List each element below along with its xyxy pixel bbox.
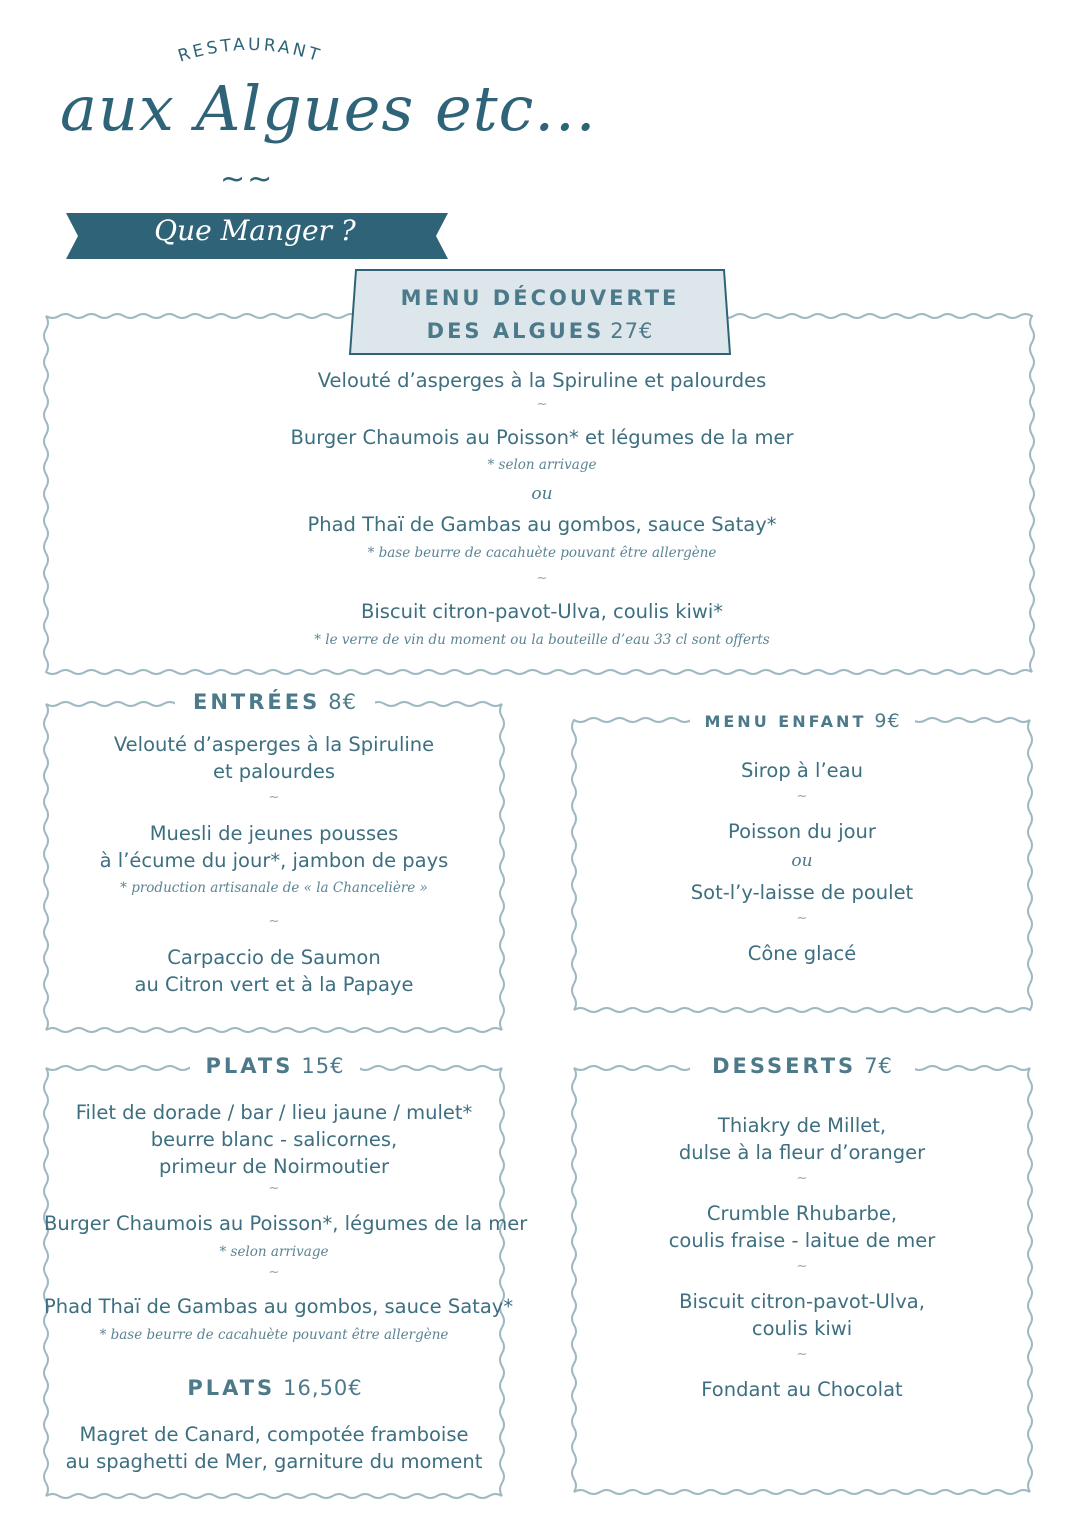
entrees-item-muesli-line1: Muesli de jeunes pousses	[149, 822, 399, 845]
separator: ~	[268, 1181, 280, 1196]
plats-item-phad-thai: Phad Thaï de Gambas au gombos, sauce Satay*	[44, 1295, 514, 1318]
entrees-title	[175, 690, 375, 714]
enfant-item-cone: Cône glacé	[747, 942, 857, 965]
entrees-item-veloute-line2: et palourdes	[212, 760, 336, 783]
desserts-item-fondant: Fondant au Chocolat	[701, 1378, 903, 1401]
separator: ~	[268, 1265, 280, 1280]
decouverte-price: 27€	[610, 319, 654, 343]
separator: ~	[796, 789, 808, 804]
desserts-title-text: DESSERTS	[712, 1054, 857, 1078]
plats-premium-title	[150, 1376, 400, 1400]
decouverte-item-phad-thai: Phad Thaï de Gambas au gombos, sauce Satay*	[307, 513, 777, 536]
enfant-item-sirop: Sirop à l’eau	[741, 759, 863, 782]
entrees-item-muesli-note: * production artisanale de « la Chancelière »	[120, 880, 428, 896]
decouverte-item-biscuit-note: * le verre de vin du moment ou la bouteille d’eau 33 cl sont offerts	[314, 632, 770, 648]
desserts-item-thiakry-line1: Thiakry de Millet,	[717, 1114, 887, 1137]
restaurant-label	[150, 28, 350, 78]
decouverte-item-biscuit: Biscuit citron-pavot-Ulva, coulis kiwi*	[360, 600, 724, 623]
decouverte-item-veloute: Velouté d’asperges à la Spiruline et palourdes	[317, 369, 767, 392]
or-label: ou	[791, 851, 813, 871]
or-label: ou	[531, 484, 553, 504]
enfant-item-poisson: Poisson du jour	[728, 820, 876, 843]
separator: ~	[796, 1171, 808, 1186]
plats-item-filet-line2: beurre blanc - salicornes,	[150, 1128, 398, 1151]
plats-item-filet-line1: Filet de dorade / bar / lieu jaune / mulet*	[75, 1101, 473, 1124]
plats-title	[190, 1054, 360, 1078]
decouverte-title-line1: MENU DÉCOUVERTE	[400, 286, 680, 310]
plats-item-burger: Burger Chaumois au Poisson*, légumes de la mer	[44, 1212, 528, 1235]
restaurant-name: aux Algues etc...	[60, 72, 597, 145]
decouverte-title-text: DES ALGUES	[426, 319, 605, 343]
desserts-title	[690, 1054, 915, 1078]
plats-premium-price: 16,50€	[283, 1376, 363, 1400]
separator: ~	[796, 1259, 808, 1274]
decouverte-item-burger: Burger Chaumois au Poisson* et légumes de la mer	[290, 426, 794, 449]
desserts-item-biscuit-line2: coulis kiwi	[751, 1317, 853, 1340]
enfant-title	[690, 710, 915, 732]
decouverte-item-burger-note: * selon arrivage	[487, 457, 597, 473]
plats-item-magret-line1: Magret de Canard, compotée framboise	[79, 1423, 469, 1446]
ribbon-label: Que Manger ?	[154, 214, 356, 247]
separator: ~	[796, 1347, 808, 1362]
separator: ~	[268, 790, 280, 805]
separator: ~	[268, 914, 280, 929]
plats-item-burger-note: * selon arrivage	[219, 1244, 329, 1260]
plats-item-phad-thai-note: * base beurre de cacahuète pouvant être allergène	[99, 1327, 449, 1343]
plats-title-text: PLATS	[205, 1054, 294, 1078]
separator: ~	[796, 911, 808, 926]
plats-price: 15€	[301, 1054, 345, 1078]
desserts-item-biscuit-line1: Biscuit citron-pavot-Ulva,	[679, 1290, 925, 1313]
entrees-item-carpaccio-line2: au Citron vert et à la Papaye	[134, 973, 414, 996]
enfant-title-text: MENU ENFANT	[704, 712, 867, 731]
separator: ~	[536, 397, 548, 412]
plats-item-magret-line2: au spaghetti de Mer, garniture du moment	[65, 1450, 483, 1473]
desserts-item-thiakry-line2: dulse à la fleur d’oranger	[678, 1141, 926, 1164]
entrees-item-carpaccio-line1: Carpaccio de Saumon	[167, 946, 381, 969]
entrees-item-veloute-line1: Velouté d’asperges à la Spiruline	[113, 733, 435, 756]
desserts-price: 7€	[864, 1054, 893, 1078]
entrees-price: 8€	[328, 690, 357, 714]
decouverte-item-phad-thai-note: * base beurre de cacahuète pouvant être allergène	[367, 545, 717, 561]
desserts-item-crumble-line1: Crumble Rhubarbe,	[706, 1202, 898, 1225]
decouverte-title-line2	[348, 319, 732, 343]
tilde-ornament: ~~	[220, 162, 275, 197]
plats-premium-title-text: PLATS	[187, 1376, 276, 1400]
entrees-item-muesli-line2: à l’écume du jour*, jambon de pays	[99, 849, 449, 872]
enfant-price: 9€	[874, 710, 901, 732]
entrees-title-text: ENTRÉES	[193, 690, 321, 714]
plats-item-filet-line3: primeur de Noirmoutier	[159, 1155, 389, 1178]
enfant-item-poulet: Sot-l’y-laisse de poulet	[690, 881, 914, 904]
desserts-item-crumble-line2: coulis fraise - laitue de mer	[668, 1229, 936, 1252]
separator: ~	[536, 571, 548, 586]
svg-text:RESTAURANT: RESTAURANT	[175, 34, 325, 67]
